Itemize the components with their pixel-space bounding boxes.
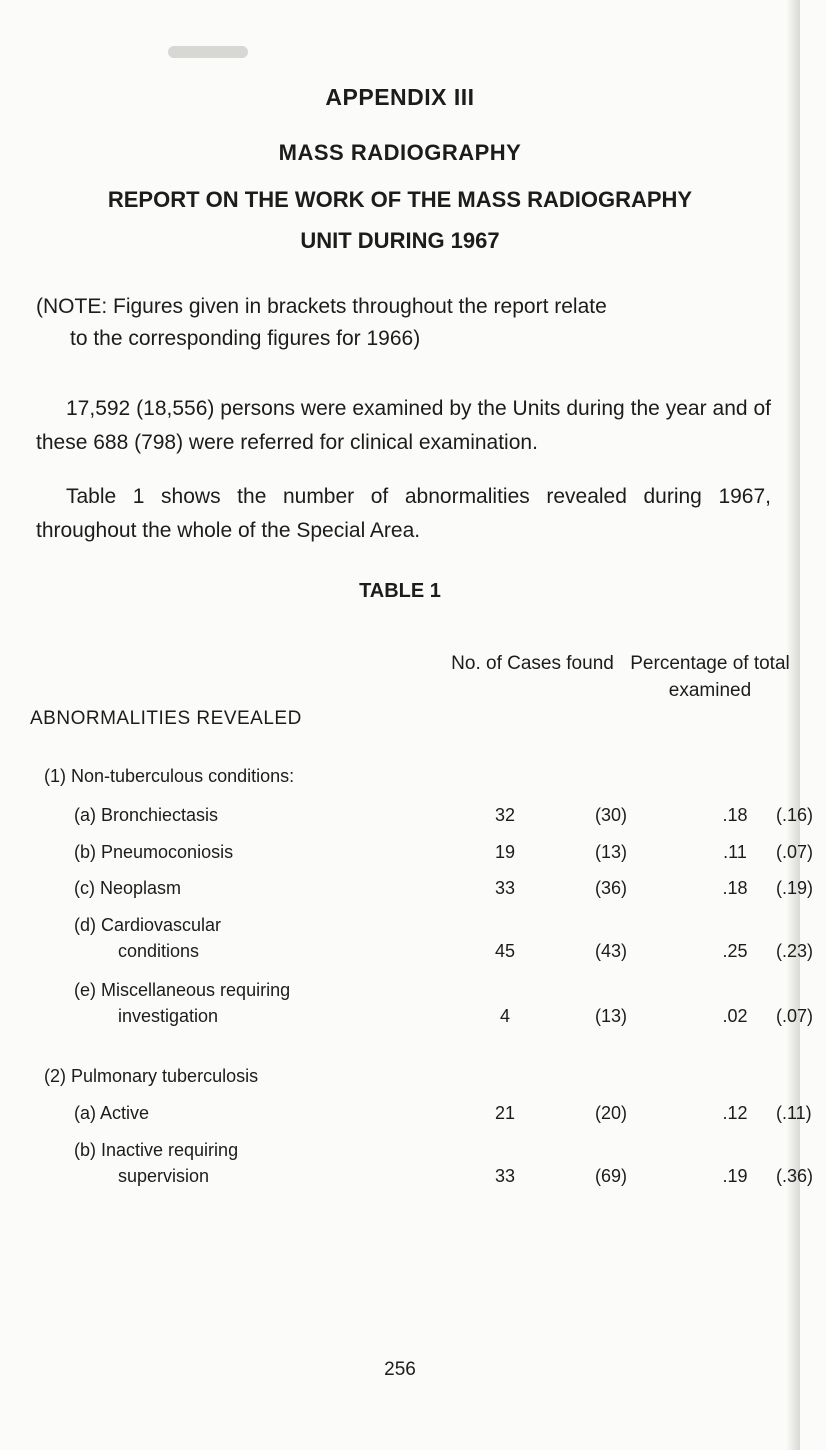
report-subtitle-line1: REPORT ON THE WORK OF THE MASS RADIOGRAPHY [107, 187, 693, 212]
percentage-1967: .18 [722, 878, 748, 898]
percentage-1966: (.36) [776, 1166, 814, 1186]
column-header-cases: No. of Cases found [451, 653, 614, 674]
percentage-1967: .02 [722, 1006, 748, 1026]
cases-1967: 33 [494, 1166, 516, 1186]
table-row [0, 805, 814, 831]
percentage-1966: (.07) [776, 842, 814, 862]
cases-1966: (69) [594, 1166, 627, 1186]
row-label-continued: supervision [118, 1166, 210, 1186]
percentage-1967: .11 [723, 842, 747, 862]
cases-1966: (30) [594, 805, 627, 825]
cases-1967: 21 [494, 1103, 516, 1123]
table-row [0, 980, 814, 1026]
percentage-1967: .25 [722, 941, 748, 961]
table-section-label: (1) Non-tuberculous conditions: [44, 766, 295, 786]
table-row [0, 1140, 814, 1186]
note-line1: (NOTE: Figures given in brackets throughout the report relate [36, 295, 607, 318]
report-subtitle-line2: UNIT DURING 1967 [300, 228, 500, 253]
percentage-1966: (.19) [776, 878, 814, 898]
ink-smudge [168, 46, 248, 58]
cases-1967: 32 [494, 805, 516, 825]
table-row [0, 1103, 812, 1129]
percentage-1966: (.11) [776, 1103, 812, 1123]
table-section-label: (2) Pulmonary tuberculosis [44, 1066, 259, 1086]
cases-1967: 4 [499, 1006, 510, 1026]
row-label: (d) Cardiovascular [74, 915, 222, 935]
row-label: (b) Inactive requiring [74, 1140, 239, 1160]
examined-paragraph: 17,592 (18,556) persons were examined by the Units during the year and of these 688 (798) were referred for clinical examination. [36, 397, 771, 454]
percentage-1967: .19 [722, 1166, 748, 1186]
row-label: (e) Miscellaneous requiring [74, 980, 291, 1000]
table-row [0, 915, 814, 961]
percentage-1966: (.16) [776, 805, 814, 825]
cases-1966: (13) [594, 1006, 627, 1026]
cases-1967: 45 [494, 941, 516, 961]
cases-1966: (36) [594, 878, 627, 898]
cases-1966: (43) [594, 941, 627, 961]
row-label: (c) Neoplasm [74, 878, 182, 898]
appendix-heading: APPENDIX III [325, 84, 475, 110]
table-title: TABLE 1 [359, 580, 441, 602]
percentage-1966: (.23) [776, 941, 814, 961]
column-header-percentage: Percentage of total examined [630, 653, 790, 701]
row-label-continued: conditions [118, 941, 200, 961]
row-label-continued: investigation [118, 1006, 219, 1026]
percentage-1966: (.07) [776, 1006, 814, 1026]
cases-1967: 19 [494, 842, 516, 862]
percentage-1967: .12 [722, 1103, 748, 1123]
row-label: (b) Pneumoconiosis [74, 842, 234, 862]
cases-1967: 33 [494, 878, 516, 898]
page-edge-shadow [786, 0, 800, 1450]
page-number: 256 [384, 1359, 416, 1380]
table-row [0, 878, 814, 904]
table-row [0, 842, 814, 868]
table-intro-paragraph: Table 1 shows the number of abnormalities revealed during 1967, throughout the whole of the Special Area. [36, 485, 771, 542]
row-label: (a) Active [74, 1103, 150, 1123]
document-title: MASS RADIOGRAPHY [278, 140, 522, 165]
row-label: (a) Bronchiectasis [74, 805, 219, 825]
row-header-abnormalities: ABNORMALITIES REVEALED [30, 708, 302, 729]
percentage-1967: .18 [722, 805, 748, 825]
cases-1966: (13) [594, 842, 627, 862]
note-line2: to the corresponding figures for 1966) [70, 327, 421, 350]
cases-1966: (20) [594, 1103, 627, 1123]
